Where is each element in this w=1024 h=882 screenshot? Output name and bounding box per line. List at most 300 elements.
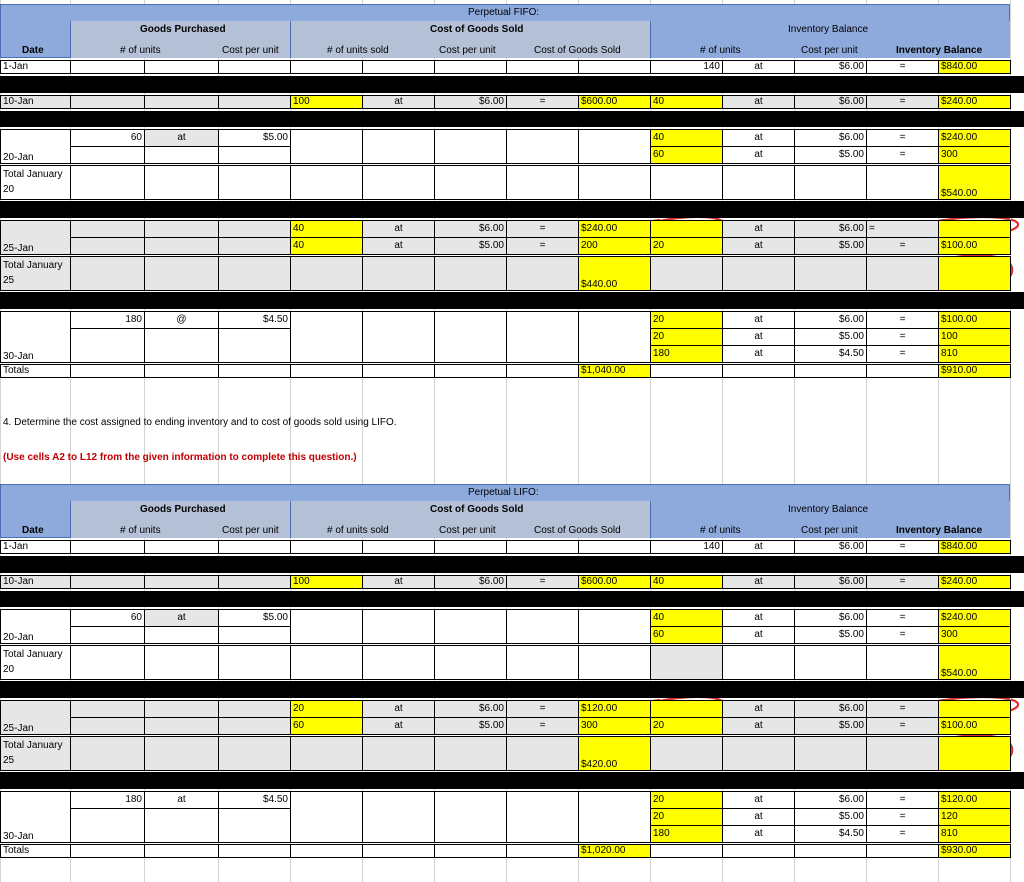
total-balance-cell[interactable]: $910.00 xyxy=(938,364,1011,378)
empty-cell[interactable] xyxy=(218,165,291,200)
goods-purchased-header: Goods Purchased xyxy=(140,24,226,35)
date-cell[interactable]: 25-Jan xyxy=(0,700,71,735)
total-cogs-cell[interactable]: $440.00 xyxy=(578,256,651,291)
cogs-cell[interactable]: $600.00 xyxy=(578,95,651,109)
inv-units-cell[interactable]: 20 xyxy=(650,311,723,329)
at-cell[interactable]: at xyxy=(722,345,795,363)
total-cogs-cell[interactable]: $1,020.00 xyxy=(578,844,651,858)
at-cell[interactable]: at xyxy=(722,220,795,238)
eq-cell[interactable]: = xyxy=(866,700,939,718)
empty-cell[interactable] xyxy=(434,791,507,843)
empty-cell[interactable] xyxy=(70,237,145,255)
empty-cell[interactable] xyxy=(794,165,867,200)
empty-cell[interactable] xyxy=(290,736,363,771)
at-cell[interactable]: at xyxy=(722,146,795,164)
inv-units-cell[interactable]: 60 xyxy=(650,626,723,644)
eq-cell[interactable]: = xyxy=(866,146,939,164)
at-cell[interactable]: at xyxy=(144,609,219,627)
at-cell[interactable]: at xyxy=(722,328,795,346)
empty-cell[interactable] xyxy=(434,540,507,554)
eq-cell[interactable]: = xyxy=(866,575,939,589)
empty-cell[interactable] xyxy=(362,165,435,200)
empty-cell[interactable] xyxy=(434,165,507,200)
empty-cell[interactable] xyxy=(794,364,867,378)
empty-cell[interactable] xyxy=(866,844,939,858)
inv-units-cell[interactable]: 20 xyxy=(650,717,723,735)
inv-units-cell[interactable]: 40 xyxy=(650,609,723,627)
purchase-cost-cell[interactable]: $4.50 xyxy=(218,311,291,329)
inv-units-cell[interactable]: 20 xyxy=(650,328,723,346)
inv-balance-cell[interactable]: 300 xyxy=(938,626,1011,644)
cogs-cell[interactable]: 300 xyxy=(578,717,651,735)
eq-cell[interactable]: = xyxy=(866,609,939,627)
empty-cell[interactable] xyxy=(866,256,939,291)
inv-cost-cell[interactable]: $6.00 xyxy=(794,60,867,74)
empty-cell[interactable] xyxy=(794,256,867,291)
empty-cell[interactable] xyxy=(290,256,363,291)
inv-cost-cell[interactable]: $5.00 xyxy=(794,328,867,346)
empty-cell[interactable] xyxy=(70,844,145,858)
at-cell[interactable]: at xyxy=(362,237,435,255)
empty-cell[interactable] xyxy=(218,256,291,291)
inv-balance-cell[interactable]: $240.00 xyxy=(938,129,1011,147)
at-cell[interactable]: at xyxy=(722,237,795,255)
inv-cost-cell[interactable]: $6.00 xyxy=(794,540,867,554)
inv-balance-cell[interactable]: 120 xyxy=(938,808,1011,826)
empty-cell[interactable] xyxy=(144,808,219,843)
empty-cell[interactable] xyxy=(218,237,291,255)
inv-units-cell[interactable]: 40 xyxy=(650,129,723,147)
empty-cell[interactable] xyxy=(70,645,145,680)
inv-balance-cell[interactable]: 810 xyxy=(938,345,1011,363)
empty-cell[interactable] xyxy=(578,129,651,164)
eq-cell[interactable]: = xyxy=(866,345,939,363)
eq-cell[interactable]: = xyxy=(866,791,939,809)
date-cell[interactable]: 1-Jan xyxy=(0,60,71,74)
empty-cell[interactable] xyxy=(650,844,723,858)
empty-cell[interactable] xyxy=(218,736,291,771)
empty-cell[interactable] xyxy=(218,220,291,238)
inv-cost-cell[interactable]: $4.50 xyxy=(794,345,867,363)
empty-cell[interactable] xyxy=(218,575,291,589)
cost-cell[interactable]: $5.00 xyxy=(434,237,507,255)
eq-cell[interactable]: = xyxy=(866,540,939,554)
eq-cell[interactable]: = xyxy=(866,237,939,255)
inv-balance-answer-cell[interactable] xyxy=(938,700,1011,718)
empty-cell[interactable] xyxy=(434,736,507,771)
eq-cell[interactable]: = xyxy=(866,60,939,74)
eq-cell[interactable]: = xyxy=(866,808,939,826)
eq-cell[interactable]: = xyxy=(866,626,939,644)
at-cell[interactable]: at xyxy=(362,95,435,109)
empty-cell[interactable] xyxy=(866,165,939,200)
empty-cell[interactable] xyxy=(794,844,867,858)
empty-cell[interactable] xyxy=(218,700,291,718)
empty-cell[interactable] xyxy=(144,844,219,858)
empty-cell[interactable] xyxy=(70,328,145,363)
empty-cell[interactable] xyxy=(722,645,795,680)
total-label-line: Total January xyxy=(3,740,63,751)
total-cogs-cell[interactable]: $1,040.00 xyxy=(578,364,651,378)
date-cell[interactable]: 20-Jan xyxy=(0,129,71,164)
cogs-cell[interactable]: $600.00 xyxy=(578,575,651,589)
empty-cell[interactable] xyxy=(144,328,219,363)
empty-cell[interactable] xyxy=(506,736,579,771)
inv-balance-cell[interactable]: 300 xyxy=(938,146,1011,164)
cost-cell[interactable]: $6.00 xyxy=(434,220,507,238)
empty-cell[interactable] xyxy=(506,256,579,291)
empty-cell[interactable] xyxy=(650,165,723,200)
empty-cell[interactable] xyxy=(144,60,219,74)
date-header: Date xyxy=(22,525,44,536)
empty-cell[interactable] xyxy=(70,736,145,771)
cogs-cell[interactable]: 200 xyxy=(578,237,651,255)
empty-cell[interactable] xyxy=(362,311,435,363)
inv-units-cell[interactable]: 140 xyxy=(650,60,723,74)
empty-cell[interactable] xyxy=(144,645,219,680)
total-label-line: 25 xyxy=(3,755,15,766)
empty-cell[interactable] xyxy=(362,129,435,164)
eq-cell[interactable]: = xyxy=(866,95,939,109)
empty-cell[interactable] xyxy=(506,645,579,680)
empty-cell[interactable] xyxy=(218,540,291,554)
eq-cell[interactable]: = xyxy=(866,129,939,147)
purchase-units-cell[interactable]: 60 xyxy=(70,129,145,147)
cost-cell[interactable]: $5.00 xyxy=(434,717,507,735)
empty-cell[interactable] xyxy=(794,645,867,680)
empty-cell[interactable] xyxy=(218,645,291,680)
empty-cell[interactable] xyxy=(70,220,145,238)
date-cell[interactable]: 1-Jan xyxy=(0,540,71,554)
at-cell[interactable]: at xyxy=(144,791,219,809)
cogs-cell[interactable]: $240.00 xyxy=(578,220,651,238)
inv-cost-cell[interactable]: $6.00 xyxy=(794,791,867,809)
inv-cost-cell[interactable]: $4.50 xyxy=(794,825,867,843)
empty-cell[interactable] xyxy=(650,364,723,378)
empty-cell[interactable] xyxy=(218,717,291,735)
empty-cell[interactable] xyxy=(144,256,219,291)
inv-units-cell[interactable]: 140 xyxy=(650,540,723,554)
inv-balance-cell[interactable]: $840.00 xyxy=(938,540,1011,554)
empty-cell[interactable] xyxy=(434,609,507,644)
cost-cell[interactable]: $6.00 xyxy=(434,95,507,109)
units-sold-cell[interactable]: 60 xyxy=(290,717,363,735)
empty-cell[interactable] xyxy=(218,626,291,644)
total-label-line: Total January xyxy=(3,260,63,271)
date-cell[interactable]: 10-Jan xyxy=(0,95,71,109)
empty-cell[interactable] xyxy=(434,645,507,680)
empty-cell[interactable] xyxy=(70,808,145,843)
empty-cell[interactable] xyxy=(722,165,795,200)
inv-cost-cell[interactable]: $6.00 xyxy=(794,575,867,589)
empty-cell[interactable] xyxy=(434,256,507,291)
at-cell[interactable]: at xyxy=(722,95,795,109)
empty-cell[interactable] xyxy=(434,60,507,74)
empty-cell[interactable] xyxy=(290,609,363,644)
inv-cost-cell[interactable]: $5.00 xyxy=(794,626,867,644)
empty-cell[interactable] xyxy=(434,364,507,378)
inv-units-cell[interactable]: 20 xyxy=(650,808,723,826)
date-cell[interactable]: 10-Jan xyxy=(0,575,71,589)
empty-cell[interactable] xyxy=(290,60,363,74)
at-cell[interactable]: at xyxy=(722,129,795,147)
empty-cell[interactable] xyxy=(362,60,435,74)
empty-cell[interactable] xyxy=(70,256,145,291)
empty-cell[interactable] xyxy=(650,645,723,680)
at-cell[interactable]: at xyxy=(362,717,435,735)
empty-cell[interactable] xyxy=(434,311,507,363)
empty-cell[interactable] xyxy=(362,364,435,378)
empty-cell[interactable] xyxy=(218,146,291,164)
empty-cell[interactable] xyxy=(218,808,291,843)
empty-cell[interactable] xyxy=(144,736,219,771)
empty-cell[interactable] xyxy=(578,645,651,680)
empty-cell[interactable] xyxy=(578,60,651,74)
empty-cell[interactable] xyxy=(144,540,219,554)
purchase-units-cell[interactable]: 180 xyxy=(70,791,145,809)
eq-cell[interactable]: = xyxy=(866,311,939,329)
inv-cost-header: Cost per unit xyxy=(801,45,858,56)
at-cell[interactable]: at xyxy=(722,60,795,74)
inv-cost-cell[interactable]: $5.00 xyxy=(794,808,867,826)
empty-cell[interactable] xyxy=(866,736,939,771)
empty-cell[interactable] xyxy=(70,700,145,718)
empty-cell[interactable] xyxy=(506,791,579,843)
empty-cell[interactable] xyxy=(70,626,145,644)
units-header: # of units xyxy=(120,525,161,536)
empty-cell[interactable] xyxy=(218,364,291,378)
header-divider xyxy=(70,501,71,538)
empty-cell[interactable] xyxy=(144,220,219,238)
empty-cell[interactable] xyxy=(434,844,507,858)
purchase-units-cell[interactable]: 180 xyxy=(70,311,145,329)
empty-cell[interactable] xyxy=(144,165,219,200)
empty-cell[interactable] xyxy=(290,645,363,680)
at-cell[interactable]: at xyxy=(722,575,795,589)
empty-cell[interactable] xyxy=(144,717,219,735)
at-cell[interactable]: at xyxy=(144,129,219,147)
empty-cell[interactable] xyxy=(866,645,939,680)
empty-cell[interactable] xyxy=(506,311,579,363)
at-cell[interactable]: at xyxy=(722,540,795,554)
empty-cell[interactable] xyxy=(650,736,723,771)
inv-balance-cell[interactable]: $100.00 xyxy=(938,311,1011,329)
empty-cell[interactable] xyxy=(290,844,363,858)
empty-cell[interactable] xyxy=(290,311,363,363)
empty-cell[interactable] xyxy=(144,626,219,644)
inv-units-cell[interactable]: 40 xyxy=(650,95,723,109)
empty-cell[interactable] xyxy=(144,575,219,589)
inv-balance-answer-cell[interactable] xyxy=(938,220,1011,238)
empty-cell[interactable] xyxy=(144,95,219,109)
empty-cell[interactable] xyxy=(218,844,291,858)
inv-cost-cell[interactable]: $6.00 xyxy=(794,700,867,718)
empty-cell[interactable] xyxy=(578,311,651,363)
at-cell[interactable]: at xyxy=(362,575,435,589)
empty-cell[interactable] xyxy=(506,165,579,200)
at-cell[interactable]: at xyxy=(362,220,435,238)
empty-cell[interactable] xyxy=(290,364,363,378)
purchase-cost-cell[interactable]: $5.00 xyxy=(218,129,291,147)
cost-per-unit-header: Cost per unit xyxy=(222,525,279,536)
eq-cell[interactable]: = xyxy=(506,575,579,589)
empty-cell[interactable] xyxy=(578,791,651,843)
empty-cell[interactable] xyxy=(506,364,579,378)
total-balance-cell[interactable]: $540.00 xyxy=(938,645,1011,680)
eq-cell[interactable]: = xyxy=(506,717,579,735)
empty-cell[interactable] xyxy=(144,364,219,378)
inv-units-cell[interactable]: 180 xyxy=(650,345,723,363)
empty-cell[interactable] xyxy=(290,540,363,554)
empty-cell[interactable] xyxy=(362,645,435,680)
inv-cost-cell[interactable]: $6.00 xyxy=(794,609,867,627)
purchase-cost-cell[interactable]: $5.00 xyxy=(218,609,291,627)
date-cell[interactable]: 20-Jan xyxy=(0,609,71,644)
inv-units-answer-cell[interactable] xyxy=(650,700,723,718)
empty-cell[interactable] xyxy=(722,844,795,858)
inv-balance-cell[interactable]: $240.00 xyxy=(938,575,1011,589)
at-cell[interactable]: @ xyxy=(144,311,219,329)
inv-cost-cell[interactable]: $6.00 xyxy=(794,311,867,329)
empty-cell[interactable] xyxy=(144,146,219,164)
eq-cell[interactable]: = xyxy=(866,220,939,238)
inv-units-cell[interactable]: 20 xyxy=(650,237,723,255)
eq-cell[interactable]: = xyxy=(866,825,939,843)
units-sold-cell[interactable]: 20 xyxy=(290,700,363,718)
inv-cost-cell[interactable]: $5.00 xyxy=(794,146,867,164)
empty-cell[interactable] xyxy=(290,165,363,200)
at-cell[interactable]: at xyxy=(722,825,795,843)
empty-cell[interactable] xyxy=(506,540,579,554)
empty-cell[interactable] xyxy=(722,364,795,378)
empty-cell[interactable] xyxy=(506,844,579,858)
totals-label-cell: Totals xyxy=(0,844,71,858)
eq-cell[interactable]: = xyxy=(866,328,939,346)
eq-cell[interactable]: = xyxy=(506,220,579,238)
empty-cell[interactable] xyxy=(70,717,145,735)
inv-units-cell[interactable]: 20 xyxy=(650,791,723,809)
inv-cost-cell[interactable]: $6.00 xyxy=(794,95,867,109)
total-balance-answer-cell[interactable] xyxy=(938,736,1011,771)
at-cell[interactable]: at xyxy=(722,311,795,329)
cogs-cell[interactable]: $120.00 xyxy=(578,700,651,718)
empty-cell[interactable] xyxy=(362,736,435,771)
eq-cell[interactable]: = xyxy=(506,700,579,718)
inv-cost-cell[interactable]: $6.00 xyxy=(794,129,867,147)
purchase-cost-cell[interactable]: $4.50 xyxy=(218,791,291,809)
inv-balance-cell[interactable]: $240.00 xyxy=(938,95,1011,109)
inv-units-cell[interactable]: 40 xyxy=(650,575,723,589)
inv-balance-cell[interactable]: $100.00 xyxy=(938,237,1011,255)
empty-cell[interactable] xyxy=(506,609,579,644)
empty-cell[interactable] xyxy=(866,364,939,378)
empty-cell[interactable] xyxy=(290,791,363,843)
date-cell[interactable]: 25-Jan xyxy=(0,220,71,255)
empty-cell[interactable] xyxy=(218,95,291,109)
empty-cell[interactable] xyxy=(362,844,435,858)
empty-cell[interactable] xyxy=(218,328,291,363)
inv-balance-cell[interactable]: $100.00 xyxy=(938,717,1011,735)
empty-cell[interactable] xyxy=(506,60,579,74)
empty-cell[interactable] xyxy=(144,700,219,718)
total-balance-cell[interactable]: $540.00 xyxy=(938,165,1011,200)
inv-cost-cell[interactable]: $5.00 xyxy=(794,717,867,735)
total-balance-cell[interactable]: $930.00 xyxy=(938,844,1011,858)
inv-units-cell[interactable]: 180 xyxy=(650,825,723,843)
empty-cell[interactable] xyxy=(578,165,651,200)
date-cell[interactable]: 30-Jan xyxy=(0,791,71,843)
empty-cell[interactable] xyxy=(578,540,651,554)
purchase-units-cell[interactable]: 60 xyxy=(70,609,145,627)
inv-balance-cell[interactable]: $240.00 xyxy=(938,609,1011,627)
empty-cell[interactable] xyxy=(794,736,867,771)
cost-cell[interactable]: $6.00 xyxy=(434,575,507,589)
empty-cell[interactable] xyxy=(362,540,435,554)
at-cell[interactable]: at xyxy=(362,700,435,718)
question-text: 4. Determine the cost assigned to ending inventory and to cost of goods sold using LIFO. xyxy=(3,417,397,428)
units-sold-cell[interactable]: 100 xyxy=(290,95,363,109)
inv-units-cell[interactable]: 60 xyxy=(650,146,723,164)
empty-cell[interactable] xyxy=(650,256,723,291)
at-cell[interactable]: at xyxy=(722,791,795,809)
empty-cell[interactable] xyxy=(434,129,507,164)
at-cell[interactable]: at xyxy=(722,626,795,644)
at-cell[interactable]: at xyxy=(722,700,795,718)
empty-cell[interactable] xyxy=(362,791,435,843)
inv-cost-cell[interactable]: $6.00 xyxy=(794,220,867,238)
empty-cell[interactable] xyxy=(70,95,145,109)
empty-cell[interactable] xyxy=(218,60,291,74)
empty-cell[interactable] xyxy=(722,256,795,291)
inv-balance-cell[interactable]: $120.00 xyxy=(938,791,1011,809)
eq-cell[interactable]: = xyxy=(866,717,939,735)
inv-balance-cell[interactable]: $840.00 xyxy=(938,60,1011,74)
inv-units-answer-cell[interactable] xyxy=(650,220,723,238)
empty-cell[interactable] xyxy=(722,736,795,771)
empty-cell[interactable] xyxy=(144,237,219,255)
empty-cell[interactable] xyxy=(70,364,145,378)
inv-balance-cell[interactable]: 100 xyxy=(938,328,1011,346)
empty-cell[interactable] xyxy=(506,129,579,164)
empty-cell[interactable] xyxy=(362,609,435,644)
empty-cell[interactable] xyxy=(578,609,651,644)
eq-cell[interactable]: = xyxy=(506,95,579,109)
empty-cell[interactable] xyxy=(70,146,145,164)
empty-cell[interactable] xyxy=(70,575,145,589)
total-label-line: 25 xyxy=(3,275,15,286)
empty-cell[interactable] xyxy=(70,60,145,74)
at-cell[interactable]: at xyxy=(722,609,795,627)
eq-cell[interactable]: = xyxy=(506,237,579,255)
empty-cell[interactable] xyxy=(70,165,145,200)
empty-cell[interactable] xyxy=(290,129,363,164)
row-separator xyxy=(0,556,1024,573)
inv-balance-cell[interactable]: 810 xyxy=(938,825,1011,843)
total-balance-answer-cell[interactable] xyxy=(938,256,1011,291)
units-sold-cell[interactable]: 40 xyxy=(290,220,363,238)
date-cell[interactable]: 30-Jan xyxy=(0,311,71,363)
inv-cost-cell[interactable]: $5.00 xyxy=(794,237,867,255)
total-cogs-cell[interactable]: $420.00 xyxy=(578,736,651,771)
empty-cell[interactable] xyxy=(70,540,145,554)
cost-cell[interactable]: $6.00 xyxy=(434,700,507,718)
total-label-cell xyxy=(0,256,71,291)
at-cell[interactable]: at xyxy=(722,808,795,826)
empty-cell[interactable] xyxy=(362,256,435,291)
at-cell[interactable]: at xyxy=(722,717,795,735)
units-sold-cell[interactable]: 100 xyxy=(290,575,363,589)
units-sold-cell[interactable]: 40 xyxy=(290,237,363,255)
